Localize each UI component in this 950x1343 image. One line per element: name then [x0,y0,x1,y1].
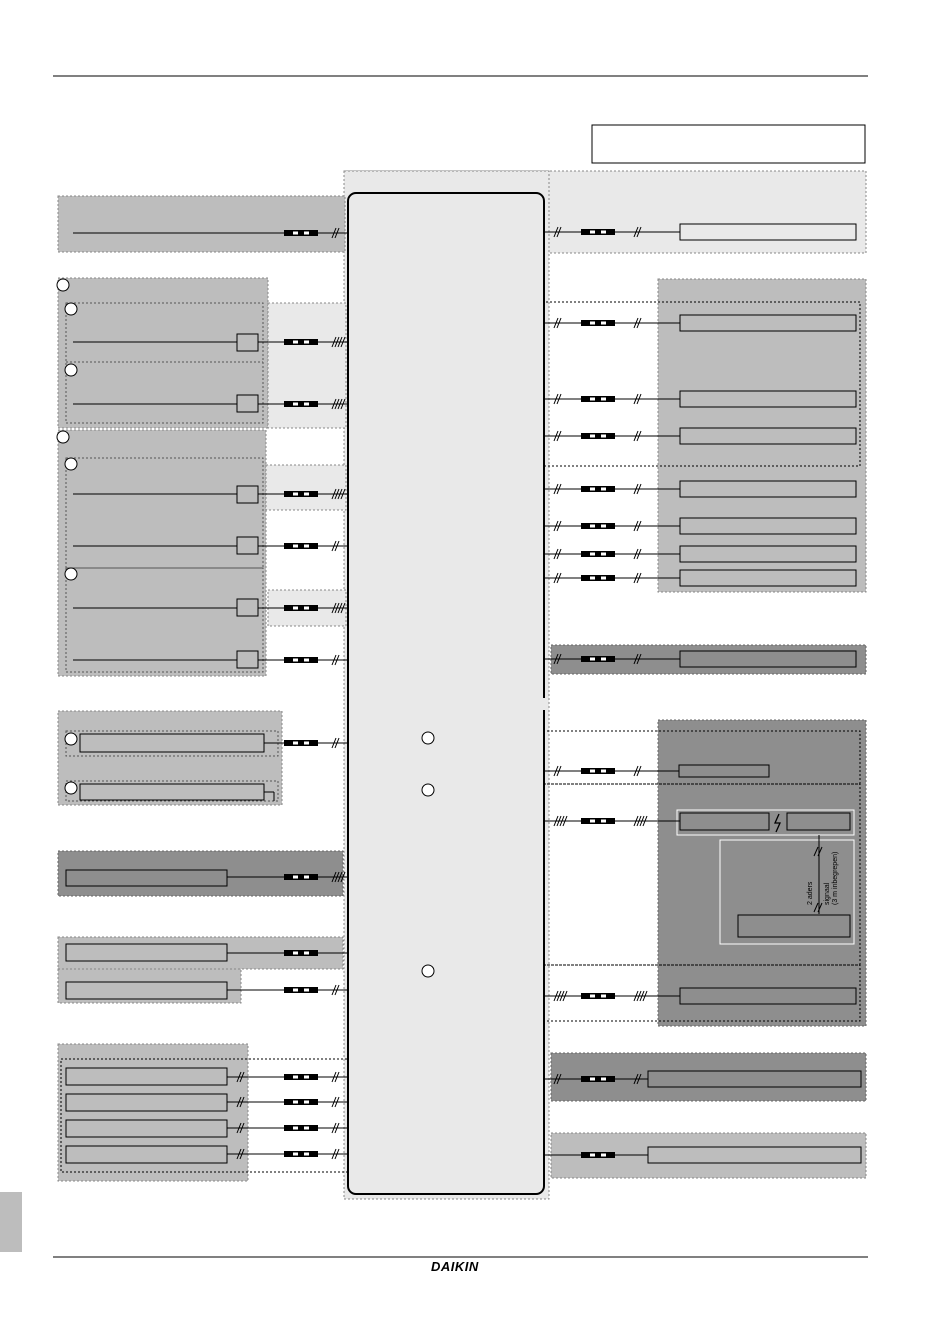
connector-pin [293,232,298,235]
component-box [648,1071,861,1087]
connector-pin [304,232,309,235]
component-box [80,734,264,752]
signal-label-3: (3 m inbegrepen) [832,851,839,905]
component-box [80,784,264,800]
marker-circle [422,732,434,744]
left-group-2-ext-1 [266,465,346,510]
marker-circle [65,733,77,745]
controller-board-gap [542,698,548,710]
connector-pin [601,322,606,325]
connector-pin [601,770,606,773]
connector-pin [590,770,595,773]
connector-pin [293,493,298,496]
connector-plug [581,993,615,999]
connector-pin [590,820,595,823]
connector-pin [601,398,606,401]
marker-circle [65,458,77,470]
connector-pin [601,488,606,491]
connector-plug [284,1074,318,1080]
connector-pin [590,577,595,580]
connector-pin [304,1076,309,1079]
controller-board [348,193,544,1194]
connector-plug [284,740,318,746]
connector-plug [581,396,615,402]
terminal-box [237,599,258,616]
connector-pin [304,989,309,992]
component-box [680,481,856,497]
connector-plug [284,401,318,407]
connector-pin [601,231,606,234]
marker-circle [65,364,77,376]
component-box [680,518,856,534]
connector-pin [293,403,298,406]
component-box [679,765,769,777]
connector-pin [304,876,309,879]
left-group-1-ext [268,303,346,428]
connector-plug [284,1125,318,1131]
connector-plug [581,575,615,581]
component-box [66,1094,227,1111]
connector-pin [304,952,309,955]
signal-label-2: signaal [824,882,831,905]
connector-pin [293,341,298,344]
connector-pin [590,435,595,438]
connector-pin [304,607,309,610]
component-box [680,315,856,331]
connector-plug [284,543,318,549]
connector-plug [581,486,615,492]
component-box [66,982,227,999]
connector-pin [590,398,595,401]
connector-plug [581,656,615,662]
connector-plug [284,950,318,956]
connector-plug [581,433,615,439]
connector-pin [293,876,298,879]
connector-plug [284,657,318,663]
connector-pin [590,322,595,325]
connector-pin [601,1154,606,1157]
connector-plug [581,818,615,824]
connector-pin [590,525,595,528]
terminal-box [237,486,258,503]
component-box [648,1147,861,1163]
connector-pin [293,1076,298,1079]
marker-circle [65,303,77,315]
component-box [680,224,856,240]
component-box [680,988,856,1004]
connector-plug [284,491,318,497]
connector-plug [284,339,318,345]
connector-pin [293,1101,298,1104]
connector-pin [601,435,606,438]
connector-plug [581,523,615,529]
connector-pin [304,493,309,496]
component-box [680,813,769,830]
connector-plug [284,605,318,611]
connector-pin [293,659,298,662]
connector-pin [601,577,606,580]
terminal-box [237,334,258,351]
terminal-box [237,651,258,668]
connector-pin [601,525,606,528]
component-box [738,915,850,937]
connector-plug [581,229,615,235]
connector-pin [293,989,298,992]
connector-pin [304,545,309,548]
component-box [680,570,856,586]
left-group-2 [58,430,266,676]
left-block-a [58,196,345,252]
connector-pin [304,742,309,745]
component-box [680,428,856,444]
marker-circle [65,782,77,794]
connector-pin [293,1127,298,1130]
connector-plug [284,987,318,993]
connector-pin [304,1127,309,1130]
component-box [66,1068,227,1085]
connector-pin [590,231,595,234]
connector-plug [284,874,318,880]
component-box [680,651,856,667]
component-box [66,1146,227,1163]
marker-circle [65,568,77,580]
connector-plug [284,1151,318,1157]
daikin-logo: DAIKIN [431,1259,479,1274]
connector-pin [304,659,309,662]
connector-pin [590,488,595,491]
connector-plug [581,1152,615,1158]
connector-plug [581,768,615,774]
connector-pin [601,553,606,556]
marker-circle [57,431,69,443]
component-box [680,391,856,407]
terminal-box [237,395,258,412]
title-box [592,125,865,163]
connector-pin [293,545,298,548]
terminal-box [237,537,258,554]
connector-pin [293,607,298,610]
connector-pin [304,1153,309,1156]
page-tab [0,1192,22,1252]
connector-plug [284,1099,318,1105]
component-box [787,813,850,830]
connector-pin [590,995,595,998]
connector-plug [581,320,615,326]
component-box [66,1120,227,1137]
connector-plug [581,1076,615,1082]
connector-pin [601,1078,606,1081]
marker-circle [422,784,434,796]
connector-pin [590,658,595,661]
marker-circle [57,279,69,291]
component-box [680,546,856,562]
marker-circle [422,965,434,977]
connector-pin [601,820,606,823]
component-box [66,870,227,886]
connector-plug [284,230,318,236]
connector-pin [601,658,606,661]
connector-pin [293,1153,298,1156]
connector-pin [590,1154,595,1157]
connector-pin [293,742,298,745]
connector-pin [304,341,309,344]
connector-pin [590,553,595,556]
component-box [66,944,227,961]
connector-pin [601,995,606,998]
signal-label-1: 2 aders [807,881,814,905]
connector-pin [293,952,298,955]
connector-pin [304,403,309,406]
connector-plug [581,551,615,557]
connector-pin [304,1101,309,1104]
connector-pin [590,1078,595,1081]
